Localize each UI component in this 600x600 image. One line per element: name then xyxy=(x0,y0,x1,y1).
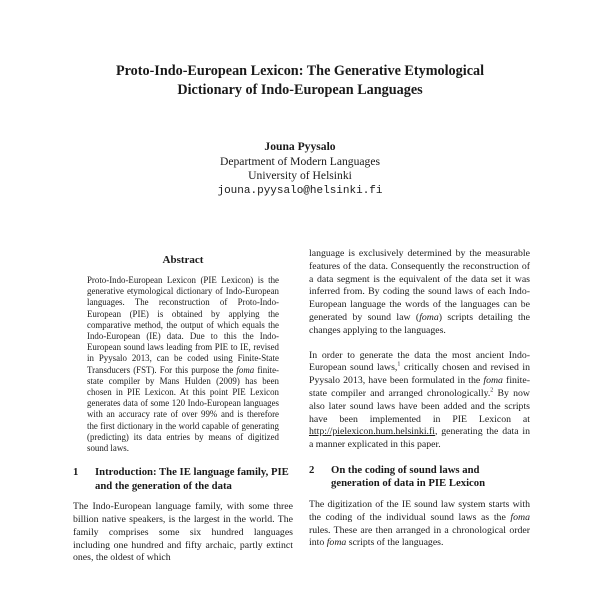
author-email[interactable]: jouna.pyysalo@helsinki.fi xyxy=(217,184,383,197)
author-university: University of Helsinki xyxy=(248,169,352,182)
section-1-number: 1 xyxy=(73,466,79,479)
footnote-1-marker[interactable]: 1 xyxy=(397,362,401,369)
title-line-1: Proto-Indo-European Lexicon: The Generative Etymological xyxy=(115,63,485,79)
title-line-2: Dictionary of Indo-European Languages xyxy=(177,82,423,98)
section-2-heading xyxy=(309,464,530,491)
author-department: Department of Modern Languages xyxy=(219,154,380,168)
abstract-heading: Abstract xyxy=(162,254,204,266)
author-block xyxy=(0,140,600,198)
section-1-heading xyxy=(73,466,293,493)
right-paragraph-1: language is exclusively determined by the measurable features of the data. Consequently the reconstruction of a data segment is the equivalent of the data set it was inferred from. By coding the sound laws of each Indo-European language the words of the languages can be generated by sound law (foma) scripts detailing the changes applying to the languages. xyxy=(309,248,531,336)
paper-title xyxy=(0,62,600,100)
pielexicon-link[interactable]: http://pielexicon.hum.helsinki.fi xyxy=(309,426,435,438)
section-2-number: 2 xyxy=(309,463,315,476)
section-1-paragraph: The Indo-European language family, with some three billion native speakers, is the largest in the world. The family comprises some six hundred languages including one hundred and fifty archaic, partly extinct ones, the oldest of which xyxy=(73,501,293,564)
right-paragraph-2: In order to generate the data the most ancient Indo-European sound laws,$^1$ critically chosen and revised in Pyysalo 2013, have been formulated in the foma finite-state compiler and arranged chronologically.$^2$ By now also later sound laws have been added and the scripts have been implemented in PIE Lexicon at http://pielexicon.hum.helsinki.fi, generating the data in a manner explicated in this paper. xyxy=(309,349,530,451)
abstract-text: Proto-Indo-European Lexicon (PIE Lexicon) is the generative etymological dictionary of Indo-European languages. The reconstruction of Proto-Indo-European (PIE) is obtained by applying the comparative method, the output of which equals the Indo-European (IE) data. Due to this the Indo-European sound laws leading from PIE to IE, revised in Pyysalo 2013, can be coded using Finite-State Transducers (FST). For this purpose the foma finite-state compiler by Mans Hulden (2009) has been chosen in PIE Lexicon. At this point PIE Lexicon generates data of some 120 Indo-European languages with an accuracy rate of over 99% and is therefore the first dictionary in the world capable of generating (predicting) its data entries by means of digitized sound laws. xyxy=(87,275,279,454)
author-name: Jouna Pyysalo xyxy=(264,140,336,153)
footnote-2-marker[interactable]: 2 xyxy=(490,387,494,394)
section-2-title: On the coding of sound laws and generation of data in PIE Lexicon xyxy=(331,463,486,490)
section-2-paragraph: The digitization of the IE sound law system starts with the coding of the individual sound laws as the foma rules. These are then arranged in a chronological order into foma scripts of the languages. xyxy=(309,498,530,549)
section-1-title: Introduction: The IE language family, PIE and the generation of the data xyxy=(95,466,289,492)
left-column xyxy=(73,254,293,565)
right-column xyxy=(309,248,530,550)
